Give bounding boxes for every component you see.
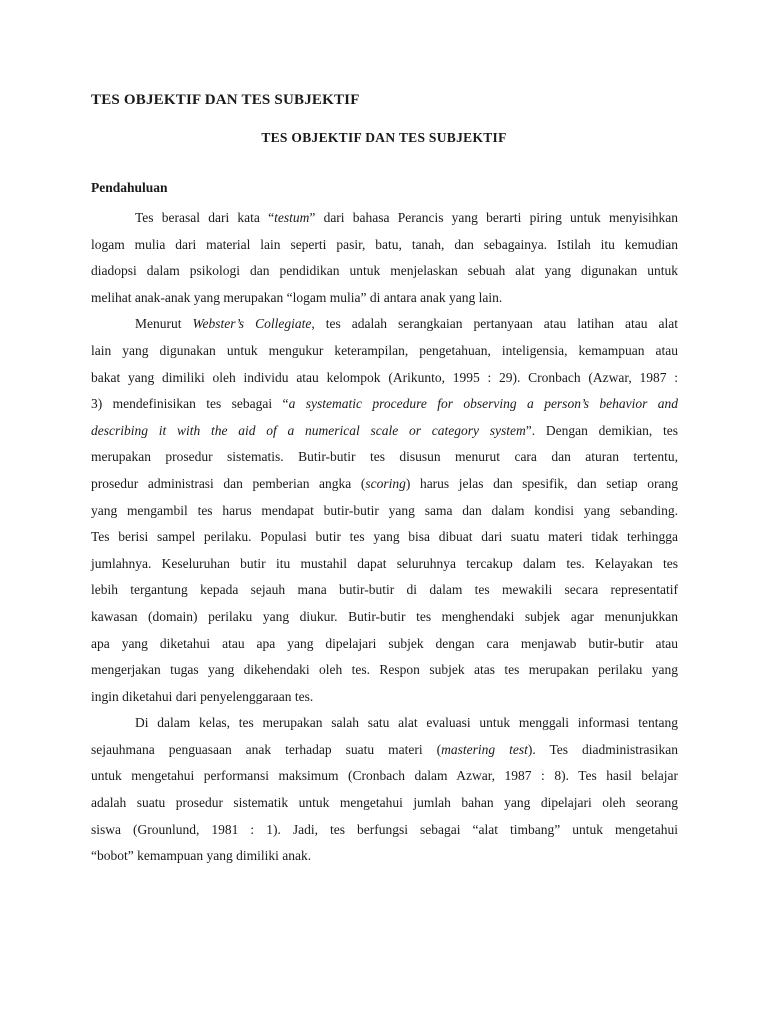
text-run: siswa (Grounlund, 1981 : 1). Jadi, tes berfungsi sebagai “alat timbang” untuk mengetahui bbox=[91, 821, 678, 837]
text-run: Tes berisi sampel perilaku. Populasi butir tes yang bisa dibuat dari suatu materi tidak terhingga bbox=[91, 529, 678, 545]
text-line bbox=[91, 577, 678, 604]
centered-heading: TES OBJEKTIF DAN TES SUBJEKTIF bbox=[261, 130, 507, 145]
text-run: adalah suatu prosedur sistematik untuk mengetahui jumlah bahan yang dipelajari oleh seorang bbox=[91, 795, 678, 811]
text-run: sejauhmana penguasaan anak terhadap suatu materi ( bbox=[91, 741, 442, 757]
text-line bbox=[91, 311, 678, 338]
text-run: merupakan prosedur sistematis. Butir-butir tes disusun menurut cara dan aturan tertentu, bbox=[91, 449, 678, 465]
text-line bbox=[91, 258, 678, 285]
text-line bbox=[91, 631, 678, 658]
text-run: lain yang digunakan untuk mengukur keterampilan, pengetahuan, inteligensia, kemampuan atau bbox=[91, 342, 678, 358]
italic-text: Webster’s Collegiate bbox=[192, 316, 312, 332]
section-heading: Pendahuluan bbox=[91, 180, 168, 195]
text-line bbox=[91, 498, 678, 525]
text-line bbox=[91, 763, 678, 790]
text-line bbox=[91, 843, 678, 870]
text-run: kawasan (domain) perilaku yang diukur. Butir-butir tes menghendaki subjek agar menunjukkan bbox=[91, 608, 678, 624]
paragraph bbox=[91, 205, 678, 311]
italic-text: describing it with the aid of a numerical scale or category system bbox=[91, 422, 526, 438]
text-line bbox=[91, 391, 678, 418]
italic-text: scoring bbox=[365, 475, 406, 491]
text-line bbox=[91, 790, 678, 817]
text-line bbox=[91, 524, 678, 551]
text-line bbox=[91, 418, 678, 445]
text-line bbox=[91, 604, 678, 631]
text-run: , tes adalah serangkaian pertanyaan atau latihan atau alat bbox=[311, 316, 678, 332]
text-run: ”. Dengan demikian, tes bbox=[525, 422, 678, 438]
text-run: yang mengambil tes harus mendapat butir-butir yang sama dan dalam kondisi yang sebanding. bbox=[91, 502, 678, 518]
paragraph bbox=[91, 311, 678, 710]
text-run: mengerjakan tugas yang dikehendaki oleh tes. Respon subjek atas tes merupakan perilaku yang bbox=[91, 662, 678, 678]
text-run: jumlahnya. Keseluruhan butir itu mustahil dapat seluruhnya tercakup dalam tes. Kelayakan tes bbox=[91, 555, 678, 571]
document-body bbox=[91, 205, 678, 870]
text-run: untuk mengetahui performansi maksimum (Cronbach dalam Azwar, 1987 : 8). Tes hasil belajar bbox=[91, 768, 678, 784]
text-line bbox=[91, 710, 678, 737]
text-run: ) harus jelas dan spesifik, dan setiap orang bbox=[405, 475, 679, 491]
text-run: 3) mendefinisikan tes sebagai “ bbox=[91, 396, 289, 412]
text-line bbox=[91, 737, 678, 764]
text-run: ingin diketahui dari penyelenggaraan tes. bbox=[91, 688, 314, 704]
text-run: bakat yang dimiliki oleh individu atau kelompok (Arikunto, 1995 : 29). Cronbach (Azwar, 1987 : bbox=[91, 369, 678, 385]
document-title: TES OBJEKTIF DAN TES SUBJEKTIF bbox=[91, 92, 360, 108]
italic-text: mastering test bbox=[441, 741, 528, 757]
italic-text: testum bbox=[274, 210, 310, 225]
text-run: ” dari bahasa Perancis yang berarti piring untuk menyisihkan bbox=[309, 210, 678, 225]
italic-text: a systematic procedure for observing a person’s behavior and bbox=[288, 396, 678, 412]
text-line bbox=[91, 684, 678, 711]
paragraph bbox=[91, 710, 678, 870]
text-run: apa yang diketahui atau apa yang dipelajari subjek dengan cara menjawab butir-butir atau bbox=[91, 635, 678, 651]
text-line bbox=[91, 471, 678, 498]
text-run: melihat anak-anak yang merupakan “logam mulia” di antara anak yang lain. bbox=[91, 289, 503, 305]
text-run: ). Tes diadministrasikan bbox=[527, 741, 678, 757]
text-run: lebih tergantung kepada sejauh mana butir-butir di dalam tes mewakili secara representatif bbox=[91, 582, 678, 598]
text-line bbox=[91, 444, 678, 471]
text-line bbox=[91, 338, 678, 365]
text-line bbox=[91, 657, 678, 684]
text-run: Di dalam kelas, tes merupakan salah satu alat evaluasi untuk menggali informasi tentang bbox=[135, 715, 678, 731]
text-line bbox=[91, 817, 678, 844]
text-line bbox=[91, 232, 678, 259]
text-run: prosedur administrasi dan pemberian angka ( bbox=[91, 475, 366, 491]
text-run: diadopsi dalam psikologi dan pendidikan untuk menjelaskan sebuah alat yang digunakan untuk bbox=[91, 263, 678, 279]
text-line bbox=[91, 285, 678, 312]
text-run: Tes berasal dari kata “ bbox=[135, 210, 275, 225]
text-line bbox=[91, 551, 678, 578]
text-run: logam mulia dari material lain seperti pasir, batu, tanah, dan sebagainya. Istilah itu kemudian bbox=[91, 236, 678, 252]
text-line bbox=[91, 365, 678, 392]
text-run: “bobot” kemampuan yang dimiliki anak. bbox=[91, 848, 312, 864]
text-run: Menurut bbox=[135, 316, 193, 332]
text-line bbox=[91, 205, 678, 232]
